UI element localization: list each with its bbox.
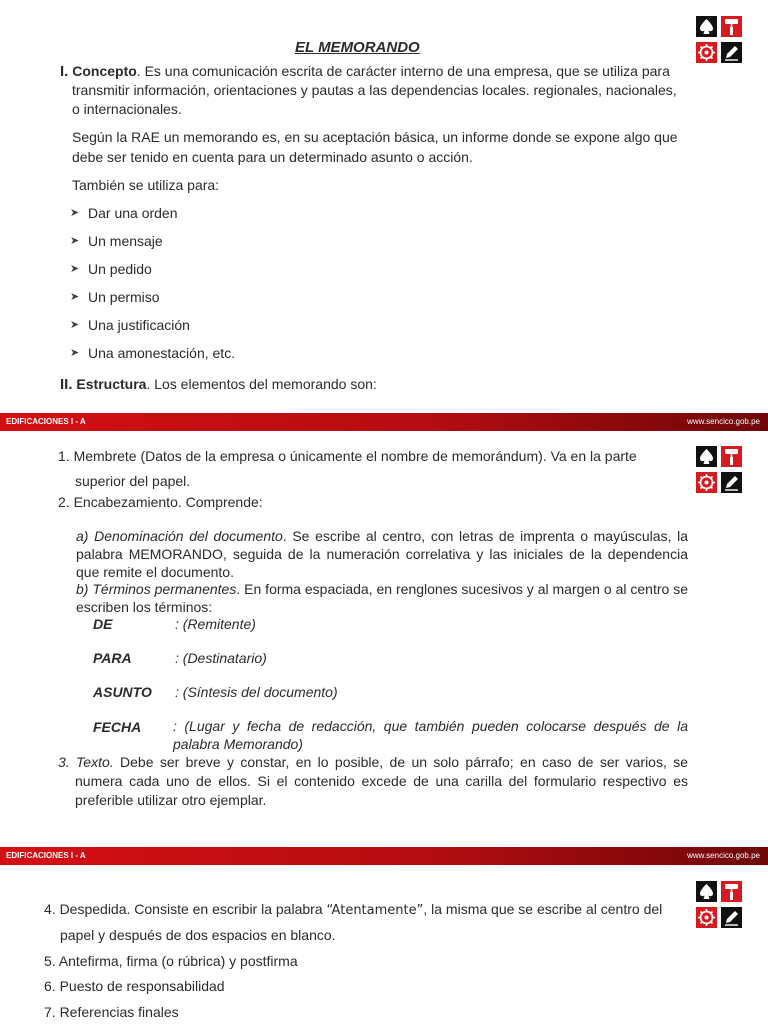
page-title: EL MEMORANDO <box>295 39 420 56</box>
section-heading: Concepto <box>72 63 137 79</box>
sencico-logo <box>696 446 742 494</box>
sub-a-label: a) Denominación del documento <box>76 528 283 544</box>
bullet-item: Una amonestación, etc. <box>88 345 236 361</box>
sub-a-paragraph <box>76 527 688 581</box>
sub-a-text: . Se escribe al centro, con letras de imprenta o mayúsculas, la palabra MEMORANDO, seguida de la numeración correlativa y las iniciales de la dependencia que remite el documento. <box>76 528 688 580</box>
tambien-text: También se utiliza para: <box>72 177 220 193</box>
pencil-icon <box>721 42 742 63</box>
sub-b-paragraph <box>76 580 688 616</box>
item-despedida-cont: papel y después de dos espacios en blanco. <box>60 927 336 943</box>
bullet-item: Un pedido <box>88 261 152 277</box>
item-encabezamiento: 2. Encabezamiento. Comprende: <box>58 494 263 510</box>
bullet-item: Un mensaje <box>88 233 163 249</box>
term-name: PARA <box>93 650 132 666</box>
item-membrete: 1. Membrete (Datos de la empresa o únicamente el nombre de memorándum). Va en la parte <box>58 448 637 464</box>
sub-b-label: b) Términos permanentes <box>76 581 237 597</box>
paint-roller-icon <box>721 881 742 902</box>
item-despedida <box>44 899 662 921</box>
gear-icon <box>696 42 717 63</box>
rae-line1: Según la RAE un memorando es, en su aceptación básica, un informe donde se expone algo que <box>72 129 678 145</box>
term-name: FECHA <box>93 719 142 735</box>
footer-course: EDIFICACIONES I - A <box>6 417 86 426</box>
bullet-item: Dar una orden <box>88 205 178 221</box>
section-number: II. <box>60 376 73 393</box>
slide-concepto <box>0 0 768 413</box>
bullet-item: Una justificación <box>88 317 190 333</box>
section-estructura <box>60 374 377 395</box>
item-texto <box>58 753 688 810</box>
slide-estructura <box>0 431 768 847</box>
item-texto-label: 3. Texto. <box>58 754 114 770</box>
item-texto-text: Debe ser breve y constar, en lo posible, de un solo párrafo; en caso de ser varios, se numera cada uno de ellos. Si el contenido excede de una carilla del formulario respectivo es preferible utilizar otro ejemplar. <box>75 754 688 808</box>
bullet-arrow-icon: ➤ <box>70 347 80 359</box>
concepto-line2: transmitir información, orientaciones y pautas a las dependencias locales. regionales, nacionales, <box>72 82 677 98</box>
item-despedida-word: “Atentamente” <box>326 903 424 918</box>
footer-url: www.sencico.gob.pe <box>687 417 760 426</box>
item-membrete-cont: superior del papel. <box>75 473 191 489</box>
sencico-logo <box>696 881 742 929</box>
pencil-icon <box>721 472 742 493</box>
bullet-arrow-icon: ➤ <box>70 319 80 331</box>
sencico-logo <box>696 16 742 64</box>
section-text: . Es una comunicación escrita de carácter interno de una empresa, que se utiliza para <box>136 63 670 79</box>
footer-band <box>0 847 768 865</box>
bullet-arrow-icon: ➤ <box>70 235 80 247</box>
bullet-arrow-icon: ➤ <box>70 291 80 303</box>
spade-icon <box>696 446 717 467</box>
term-name: ASUNTO <box>93 684 152 700</box>
term-desc: : (Síntesis del documento) <box>175 684 338 700</box>
spade-icon <box>696 16 717 37</box>
term-desc: : (Remitente) <box>175 616 256 632</box>
item-despedida-pre: 4. Despedida. Consiste en escribir la palabra <box>44 901 327 917</box>
paint-roller-icon <box>721 446 742 467</box>
item-referencias: 7. Referencias finales <box>44 1004 179 1020</box>
footer-url: www.sencico.gob.pe <box>687 851 760 860</box>
item-antefirma: 5. Antefirma, firma (o rúbrica) y postfirma <box>44 953 298 969</box>
concepto-line3: o internacionales. <box>72 101 182 117</box>
sub-b-text: . En forma espaciada, en renglones sucesivos y al margen o al centro se escriben los términos: <box>76 581 688 615</box>
bullet-arrow-icon: ➤ <box>70 207 80 219</box>
gear-icon <box>696 907 717 928</box>
spade-icon <box>696 881 717 902</box>
footer-band <box>0 413 768 431</box>
section-text: . Los elementos del memorando son: <box>146 376 377 392</box>
bullet-item: Un permiso <box>88 289 160 305</box>
bullet-arrow-icon: ➤ <box>70 263 80 275</box>
term-desc: : (Lugar y fecha de redacción, que también pueden colocarse después de la palabra Memorando) <box>173 718 688 752</box>
pencil-icon <box>721 907 742 928</box>
term-name: DE <box>93 616 113 632</box>
rae-line2: debe ser tenido en cuenta para un determinado asunto o acción. <box>72 149 473 165</box>
section-heading: Estructura <box>76 376 147 392</box>
item-despedida-post: , la misma que se escribe al centro del <box>423 901 663 917</box>
gear-icon <box>696 472 717 493</box>
term-desc: : (Destinatario) <box>175 650 267 666</box>
section-concepto-line1 <box>60 61 670 82</box>
slide-cierre <box>0 866 768 1024</box>
footer-course: EDIFICACIONES I - A <box>6 851 86 860</box>
section-number: I. <box>60 63 69 80</box>
item-puesto: 6. Puesto de responsabilidad <box>44 978 225 994</box>
paint-roller-icon <box>721 16 742 37</box>
